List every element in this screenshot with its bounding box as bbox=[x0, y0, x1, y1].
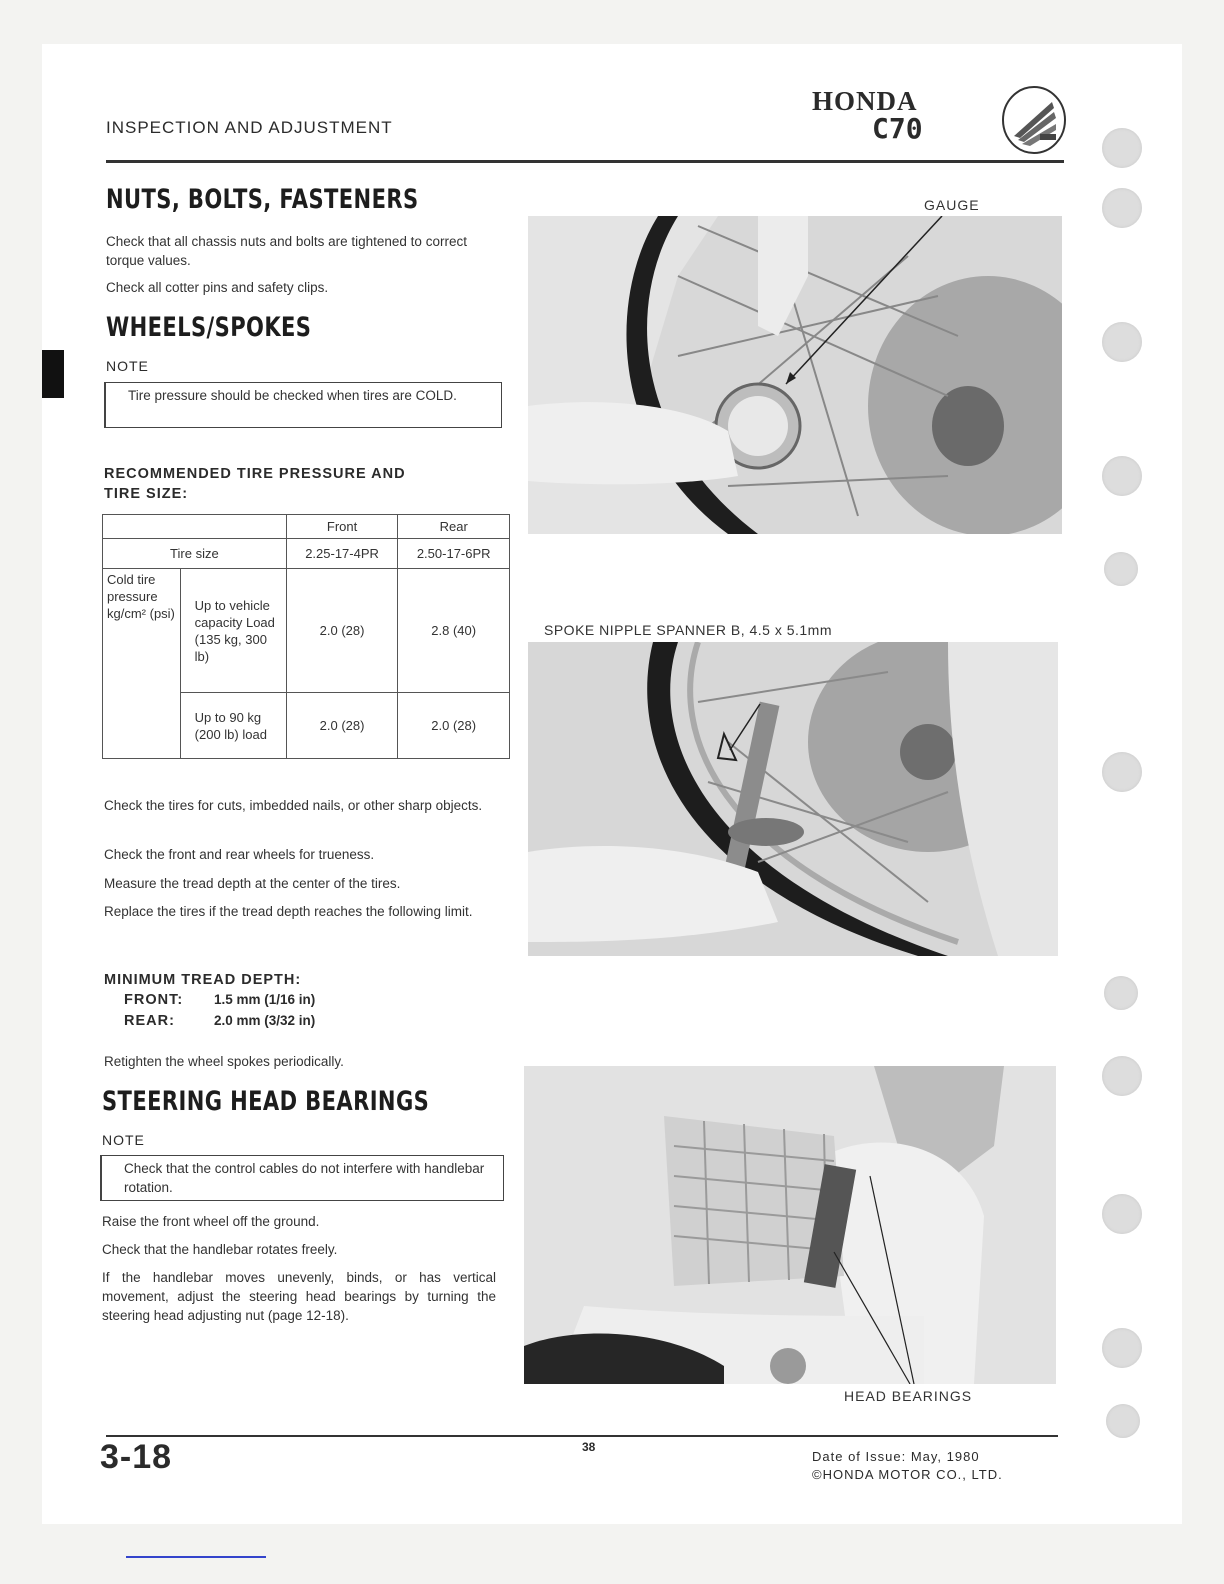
header-rule bbox=[106, 160, 1064, 163]
spoke-spanner-photo bbox=[528, 642, 1058, 956]
steering-paragraph-3: If the handlebar moves unevenly, binds, or has vertical movement, adjust the steering head bearings by turning the steering head adjusting nut (page 12-18). bbox=[102, 1270, 496, 1323]
heading-steering-head: STEERING HEAD BEARINGS bbox=[102, 1086, 430, 1117]
model-name: C70 bbox=[872, 112, 923, 145]
table-load1-label: Up to vehicle capacity Load (135 kg, 300 lb) bbox=[180, 569, 286, 693]
binder-hole bbox=[1102, 1194, 1142, 1234]
heading-wheels-spokes: WHEELS/SPOKES bbox=[106, 312, 312, 343]
copyright: ©HONDA MOTOR CO., LTD. bbox=[812, 1467, 1003, 1482]
tread-rear-value: 2.0 mm (3/32 in) bbox=[214, 1013, 316, 1028]
binder-hole bbox=[1102, 456, 1142, 496]
table-load2-front: 2.0 (28) bbox=[286, 693, 398, 759]
page-number: 3-18 bbox=[100, 1438, 173, 1476]
steering-paragraph-1: Raise the front wheel off the ground. bbox=[102, 1214, 320, 1229]
table-tire-size-rear: 2.50-17-6PR bbox=[398, 539, 510, 569]
wheels-paragraph-2: Check the front and rear wheels for trueness. bbox=[104, 847, 375, 862]
issue-info bbox=[812, 1448, 1003, 1484]
steering-paragraph-2: Check that the handlebar rotates freely. bbox=[102, 1242, 338, 1257]
wheels-note-label: NOTE bbox=[106, 358, 149, 374]
head-bearings-photo bbox=[524, 1066, 1056, 1384]
tread-depth-heading: MINIMUM TREAD DEPTH: bbox=[104, 972, 302, 988]
table-cold-pressure-label: Cold tire pressure kg/cm² (psi) bbox=[103, 569, 181, 759]
tire-pressure-table bbox=[102, 514, 510, 759]
tread-rear-label: REAR: bbox=[124, 1013, 175, 1029]
tread-front-label: FRONT: bbox=[124, 992, 184, 1008]
binder-hole bbox=[1102, 128, 1142, 168]
nuts-paragraph-2: Check all cotter pins and safety clips. bbox=[106, 280, 329, 295]
honda-wing-icon bbox=[1000, 84, 1068, 156]
wheels-paragraph-1: Check the tires for cuts, imbedded nails, or other sharp objects. bbox=[104, 798, 483, 813]
binder-hole bbox=[1104, 976, 1138, 1010]
heading-nuts-bolts: NUTS, BOLTS, FASTENERS bbox=[106, 184, 419, 215]
binder-hole bbox=[1104, 552, 1138, 586]
table-header-rear: Rear bbox=[398, 515, 510, 539]
section-title: INSPECTION AND ADJUSTMENT bbox=[106, 118, 393, 137]
binder-hole bbox=[1102, 322, 1142, 362]
binder-hole bbox=[1102, 752, 1142, 792]
binder-hole bbox=[1102, 1056, 1142, 1096]
head-bearings-caption: HEAD BEARINGS bbox=[844, 1388, 973, 1404]
brand-logo-text: HONDA bbox=[812, 86, 918, 116]
issue-date: Date of Issue: May, 1980 bbox=[812, 1449, 980, 1464]
nuts-paragraph-1: Check that all chassis nuts and bolts are tightened to correct torque values. bbox=[106, 234, 467, 268]
wheels-paragraph-3: Measure the tread depth at the center of the tires. bbox=[104, 876, 401, 891]
binder-hole bbox=[1106, 1404, 1140, 1438]
sheet-number: 38 bbox=[582, 1440, 596, 1454]
table-load2-label: Up to 90 kg (200 lb) load bbox=[180, 693, 286, 759]
footer-rule bbox=[106, 1435, 1058, 1437]
steering-note-label: NOTE bbox=[102, 1132, 145, 1148]
binder-hole bbox=[1102, 1328, 1142, 1368]
gauge-caption: GAUGE bbox=[924, 197, 980, 213]
steering-note-box: Check that the control cables do not interfere with handlebar rotation. bbox=[100, 1155, 504, 1201]
wheels-paragraph-4: Replace the tires if the tread depth reaches the following limit. bbox=[104, 904, 473, 919]
binder-hole bbox=[1102, 188, 1142, 228]
tire-table-heading-2: TIRE SIZE: bbox=[104, 486, 189, 502]
table-header-front: Front bbox=[286, 515, 398, 539]
tire-gauge-photo bbox=[528, 216, 1062, 534]
table-tire-size-label: Tire size bbox=[103, 539, 287, 569]
tire-table-heading-1: RECOMMENDED TIRE PRESSURE AND bbox=[104, 466, 406, 482]
table-load1-front: 2.0 (28) bbox=[286, 569, 398, 693]
link-underline bbox=[126, 1556, 266, 1558]
section-tab-marker bbox=[42, 350, 64, 398]
table-load1-rear: 2.8 (40) bbox=[398, 569, 510, 693]
wheels-note-box: Tire pressure should be checked when tires are COLD. bbox=[104, 382, 502, 428]
table-load2-rear: 2.0 (28) bbox=[398, 693, 510, 759]
wheels-paragraph-5: Retighten the wheel spokes periodically. bbox=[104, 1054, 344, 1069]
table-tire-size-front: 2.25-17-4PR bbox=[286, 539, 398, 569]
spanner-caption: SPOKE NIPPLE SPANNER B, 4.5 x 5.1mm bbox=[544, 622, 832, 638]
table-corner-cell bbox=[103, 515, 287, 539]
tread-front-value: 1.5 mm (1/16 in) bbox=[214, 992, 316, 1007]
